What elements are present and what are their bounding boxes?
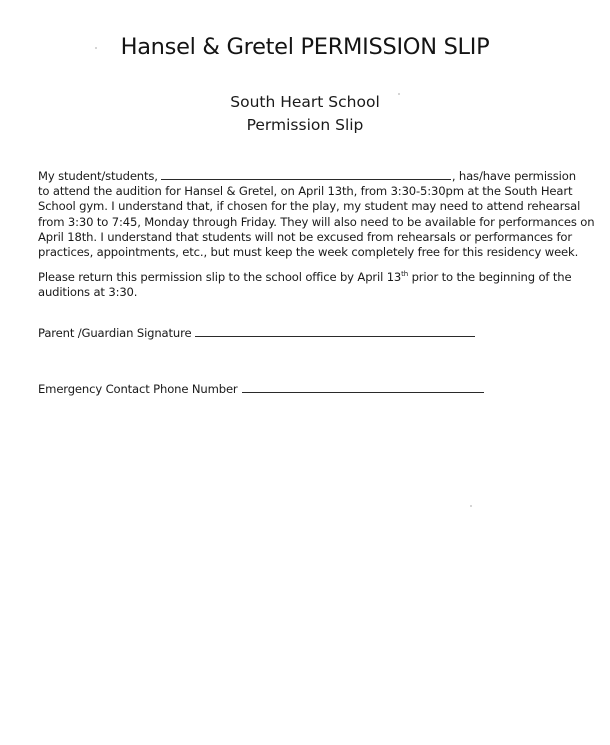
permission-suffix: , has/have permission [451, 169, 576, 183]
scan-speck [470, 505, 472, 507]
paragraph-line: to attend the audition for Hansel & Gretel, on April 13th, from 3:30-5:30pm at the South Heart [38, 184, 573, 199]
return-text-cont: prior to the beginning of the [408, 270, 572, 284]
school-name: South Heart School [230, 93, 380, 111]
phone-field[interactable] [242, 381, 484, 393]
scan-speck [398, 93, 400, 95]
signature-field[interactable] [195, 325, 475, 337]
return-text: Please return this permission slip to the school office by April 13 [38, 270, 402, 284]
paragraph-line: April 18th. I understand that students will not be excused from rehearsals or performances for [38, 229, 572, 244]
paragraph-line [38, 169, 578, 184]
signature-row [38, 325, 475, 340]
signature-label: Parent /Guardian Signature [38, 326, 192, 340]
permission-paragraph [38, 169, 595, 260]
paragraph-line: from 3:30 to 7:45, Monday through Friday. They will also need to be available for performances on [38, 214, 595, 229]
paragraph-line: auditions at 3:30. [38, 285, 138, 300]
ordinal-suffix: th [401, 270, 409, 278]
form-subtitle: Permission Slip [246, 116, 364, 134]
scan-speck [95, 47, 97, 49]
return-instructions-paragraph [38, 270, 578, 300]
phone-row [38, 381, 484, 396]
document-title: Hansel & Gretel PERMISSION SLIP [120, 34, 490, 60]
paragraph-line: School gym. I understand that, if chosen for the play, my student may need to attend rehearsal [38, 199, 581, 214]
paragraph-line [38, 270, 578, 285]
paragraph-line: practices, appointments, etc., but must keep the week completely free for this residency week. [38, 244, 579, 259]
student-label: My student/students, [38, 169, 158, 183]
student-name-field[interactable] [161, 169, 451, 180]
phone-label: Emergency Contact Phone Number [38, 382, 238, 396]
